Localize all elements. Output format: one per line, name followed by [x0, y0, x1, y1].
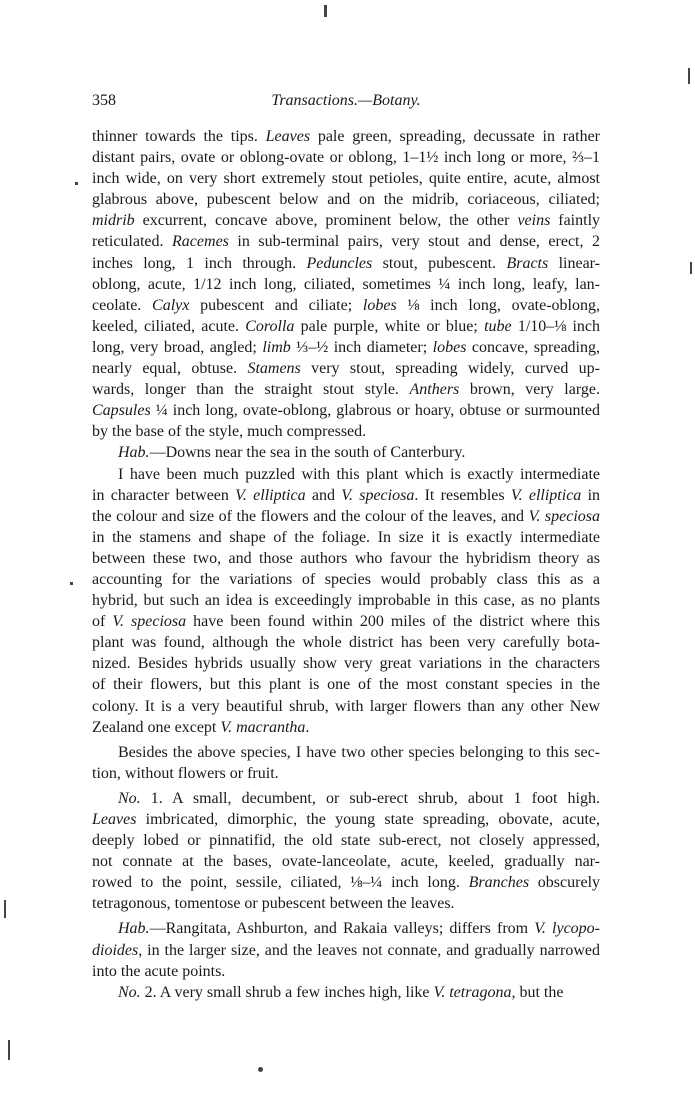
text-run: oblong, acute, 1/12 inch long, ciliated, sometimes ¼ inch long, leafy, lan- [92, 275, 600, 293]
text-run: . It resembles [414, 486, 511, 504]
text-line [92, 653, 600, 674]
body-text [92, 126, 600, 1003]
text-line [92, 400, 600, 421]
italic-term: No. [118, 983, 141, 1001]
page-number: 358 [92, 92, 116, 109]
text-run: ⅛ inch long, ovate-oblong, [396, 296, 601, 314]
italic-term: Bracts [506, 254, 549, 272]
text-run: faintly [550, 212, 601, 230]
text-run: ¼ inch long, ovate-oblong, glabrous or hoary, obtuse or surmounted [150, 402, 600, 420]
italic-term: Capsules [92, 402, 151, 420]
text-line [92, 569, 600, 590]
text-line [92, 274, 600, 295]
italic-term: Calyx [152, 296, 190, 314]
margin-speck [688, 68, 690, 84]
text-line [92, 872, 600, 893]
italic-term: veins [517, 212, 551, 230]
italic-term: lobes [362, 296, 397, 314]
italic-term: Hab. [118, 444, 150, 462]
text-run: have been found within 200 miles of the district where this [186, 613, 601, 631]
text-run: keeled, ciliated, acute. [92, 317, 246, 335]
text-line [92, 168, 600, 189]
text-run: pale green, spreading, decussate in rather [310, 128, 601, 145]
text-run: . [305, 718, 310, 736]
text-line [92, 506, 600, 527]
text-line [92, 940, 600, 961]
text-line [92, 189, 600, 210]
text-line [92, 337, 600, 358]
text-line [92, 295, 600, 316]
text-line [92, 147, 600, 168]
text-run: distant pairs, ovate or oblong-ovate or oblong, 1–1½ inch long or more, ⅔–1 [92, 149, 600, 167]
text-line [92, 982, 600, 1003]
text-run: obscurely [529, 874, 601, 892]
text-run: Zealand one except [92, 718, 221, 736]
text-line [92, 485, 600, 506]
italic-term: Peduncles [306, 254, 373, 272]
text-line [92, 632, 600, 653]
margin-speck [75, 182, 78, 185]
text-run: hybrid, but such an idea is exceedingly improbable in this case, as no plants [92, 592, 600, 610]
italic-term: V. speciosa [528, 507, 601, 525]
text-run: brown, very large. [459, 381, 600, 399]
text-run: , in the larger size, and the leaves not connate, and gradually narrowed [138, 941, 600, 959]
text-line [92, 316, 600, 337]
text-run: pale purple, white or blue; [294, 317, 485, 335]
text-run: long, very broad, angled; [92, 338, 263, 356]
text-line [92, 421, 600, 442]
text-line [92, 961, 600, 982]
text-run: very stout, spreading widely, curved up- [300, 360, 600, 378]
text-run: and [305, 486, 342, 504]
text-line [92, 590, 600, 611]
text-line [92, 442, 600, 463]
italic-term: V. speciosa [341, 486, 415, 504]
text-line [92, 358, 600, 379]
italic-term: tube [484, 317, 512, 335]
text-line [92, 253, 600, 274]
text-run: colony. It is a very beautiful shrub, with larger flowers than any other New [92, 697, 600, 715]
text-run: glabrous above, pubescent below and on the midrib, coriaceous, ciliated; [92, 191, 600, 209]
italic-term: V. elliptica [235, 486, 306, 504]
text-line [92, 717, 600, 738]
text-run: —Downs near the sea in the south of Canterbury. [149, 444, 466, 462]
italic-term: Leaves [92, 811, 137, 828]
text-run: inches long, 1 inch through. [92, 254, 307, 272]
text-line [92, 611, 600, 632]
italic-term: V. macrantha [220, 718, 306, 736]
italic-term: V. elliptica [510, 486, 582, 504]
text-run: excurrent, concave above, prominent below, the other [134, 212, 518, 230]
text-run: linear- [548, 254, 601, 272]
text-run: reticulated. [92, 233, 173, 251]
margin-speck [258, 1067, 263, 1072]
text-run: ceolate. [92, 296, 153, 314]
text-line [92, 548, 600, 569]
italic-term: V. speciosa [112, 613, 187, 631]
text-run: rowed to the point, sessile, ciliated, ⅛–¼ inch long. [92, 874, 469, 892]
text-run: —Rangitata, Ashburton, and Rakaia valleys; differs from [149, 920, 535, 938]
text-line [92, 788, 600, 809]
text-line [92, 696, 600, 717]
text-line [92, 809, 600, 830]
italic-term: dioides [92, 941, 139, 959]
italic-term: Branches [468, 874, 530, 892]
text-run: into the acute points. [92, 962, 226, 980]
text-line [92, 674, 600, 695]
italic-term: Hab. [118, 920, 150, 938]
margin-speck [324, 5, 327, 17]
italic-term: Leaves [265, 128, 311, 145]
text-run: between these two, and those authors who favour the hybridism theory as [92, 549, 600, 567]
text-run: deeply lobed or pinnatifid, the old state sub-erect, not closely appressed, [92, 832, 600, 850]
running-header [92, 92, 600, 116]
running-title: Transactions.—Botany. [271, 92, 421, 109]
text-run: wards, longer than the straight stout style. [92, 381, 410, 399]
text-line [92, 851, 600, 872]
text-line [92, 742, 600, 763]
margin-speck [70, 582, 73, 585]
text-run: stout, pubescent. [372, 254, 507, 272]
text-run: of [92, 613, 113, 631]
text-line [92, 210, 600, 231]
text-run: in the stamens and shape of the foliage. In size it is exactly intermediate [92, 528, 600, 546]
text-line [92, 893, 600, 914]
text-run: tion, without flowers or fruit. [92, 764, 279, 782]
text-run: Besides the above species, I have two other species belonging to this sec- [118, 743, 600, 761]
italic-term: V. lycopo- [534, 920, 601, 938]
text-run: of their flowers, but this plant is one of the most constant species in the [92, 676, 600, 694]
text-run: tetragonous, tomentose or pubescent between the leaves. [92, 895, 455, 913]
italic-term: Racemes [172, 233, 229, 251]
margin-speck [690, 262, 692, 274]
italic-term: Anthers [409, 381, 460, 399]
text-run: pubescent and ciliate; [189, 296, 363, 314]
text-run: thinner towards the tips. [92, 128, 266, 145]
text-line [92, 464, 600, 485]
text-run: inch wide, on very short extremely stout petioles, quite entire, acute, almost [92, 170, 600, 188]
text-line [92, 830, 600, 851]
italic-term: No. [118, 789, 141, 807]
italic-term: midrib [92, 212, 135, 230]
italic-term: lobes [432, 338, 467, 356]
text-run: in character between [92, 486, 236, 504]
text-line [92, 918, 600, 939]
text-line [92, 231, 600, 252]
text-line [92, 126, 600, 147]
text-run: plant was found, although the whole district has been very carefully bota- [92, 634, 600, 652]
text-run: 1/10–⅛ inch [511, 317, 601, 335]
text-run: nized. Besides hybrids usually show very great variations in the characters [92, 655, 600, 673]
italic-term: Corolla [245, 317, 295, 335]
text-run: ⅓–½ inch diameter; [290, 338, 433, 356]
text-run: the colour and size of the flowers and the colour of the leaves, and [92, 507, 529, 525]
italic-term: V. tetragona [433, 983, 512, 1001]
italic-term: limb [262, 338, 291, 356]
text-run: in sub-terminal pairs, very stout and dense, erect, 2 [228, 233, 601, 251]
text-run: in [581, 486, 601, 504]
text-run: nearly equal, obtuse. [92, 360, 248, 378]
text-line [92, 379, 600, 400]
text-run: not connate at the bases, ovate-lanceolate, acute, keeled, gradually nar- [92, 853, 600, 871]
text-run: , but the [511, 983, 564, 1001]
text-run: 2. A very small shrub a few inches high, like [140, 983, 434, 1001]
margin-speck [4, 900, 6, 918]
italic-term: Stamens [247, 360, 301, 378]
text-run: I have been much puzzled with this plant which is exactly intermediate [118, 465, 600, 483]
text-line [92, 527, 600, 548]
text-line [92, 763, 600, 784]
text-run: 1. A small, decumbent, or sub-erect shrub, about 1 foot high. [140, 789, 600, 807]
text-run: concave, spreading, [466, 338, 600, 356]
text-run: by the base of the style, much compressed. [92, 423, 367, 441]
text-run: accounting for the variations of species would probably class this as a [92, 570, 600, 588]
margin-speck [8, 1040, 10, 1060]
text-run: imbricated, dimorphic, the young state spreading, obovate, acute, [136, 811, 600, 828]
